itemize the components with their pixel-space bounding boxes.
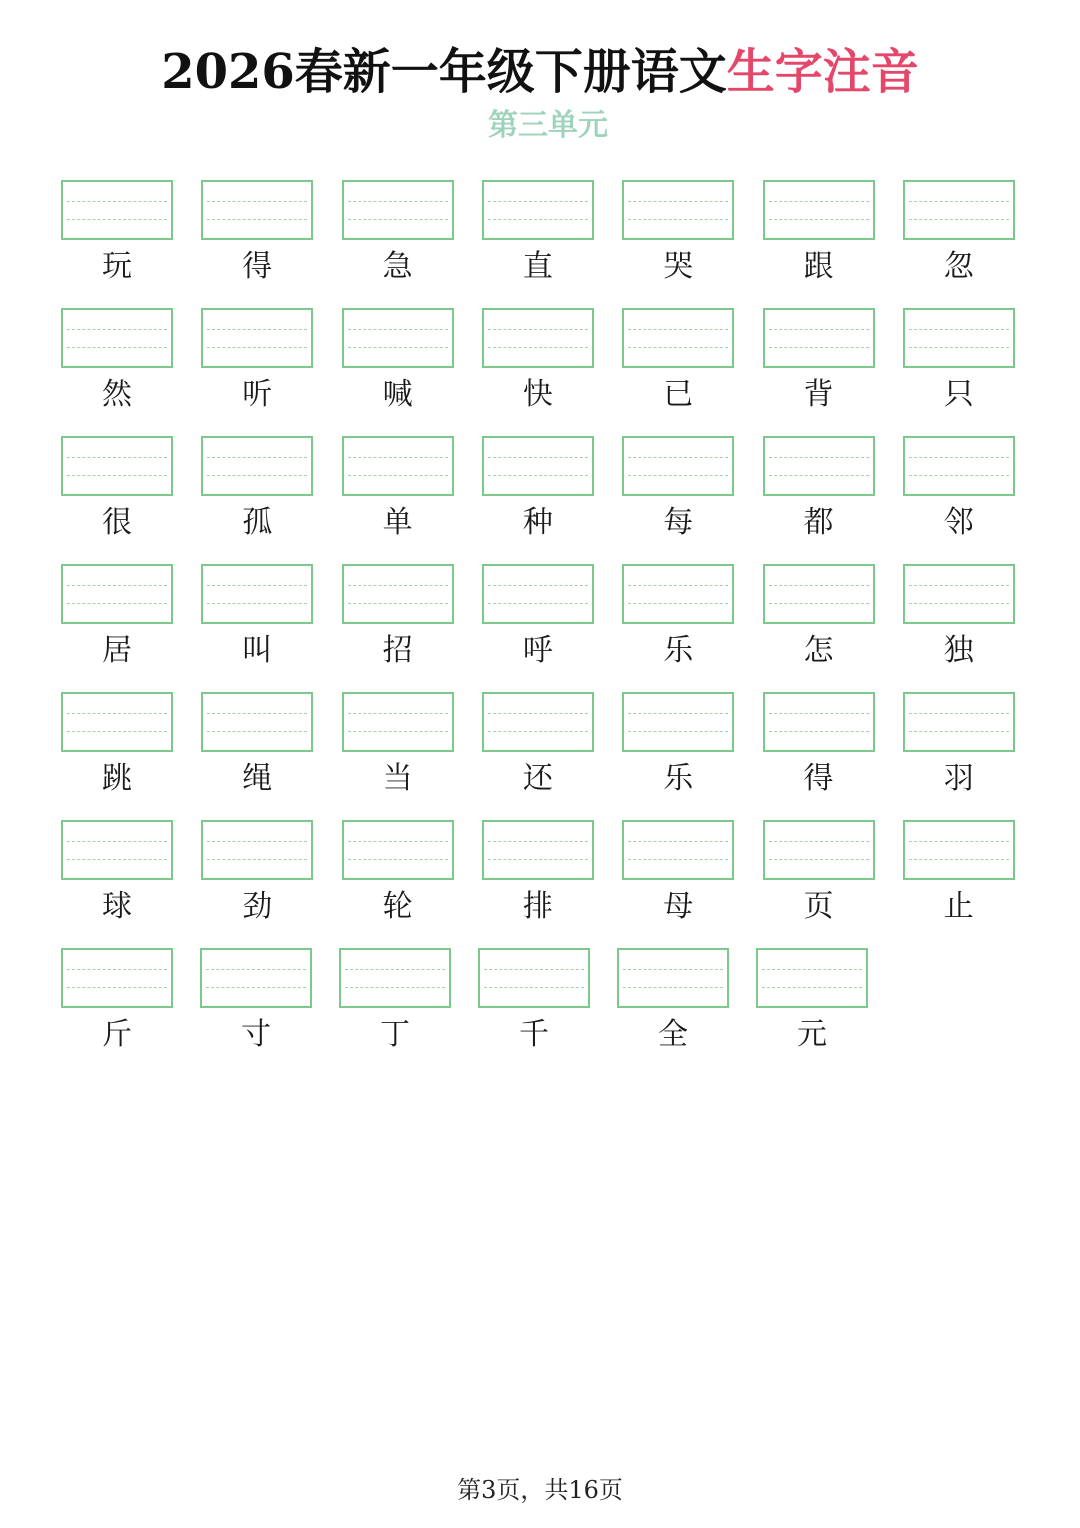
pinyin-writing-box[interactable]	[201, 180, 313, 240]
pinyin-writing-box[interactable]	[61, 436, 173, 496]
character-cell	[763, 692, 875, 802]
guide-line	[348, 859, 448, 860]
chinese-character: 乐	[663, 761, 694, 796]
guide-line	[207, 219, 307, 220]
guide-line	[348, 475, 448, 476]
character-cell	[61, 308, 173, 418]
character-cell	[201, 564, 313, 674]
chinese-character: 页	[803, 889, 834, 924]
guide-line	[488, 585, 588, 586]
guide-line	[207, 329, 307, 330]
character-cell	[201, 308, 313, 418]
character-cell	[903, 308, 1015, 418]
guide-line	[628, 713, 728, 714]
guide-line	[67, 329, 167, 330]
chinese-character: 千	[519, 1017, 549, 1052]
chinese-character: 当	[382, 761, 413, 796]
title-highlight: 生字注音	[726, 44, 919, 100]
unit-subtitle: 第三单元	[488, 108, 608, 143]
guide-line	[348, 347, 448, 348]
character-cell	[478, 948, 590, 1058]
guide-line	[207, 347, 307, 348]
character-cell	[61, 180, 173, 290]
guide-line	[769, 603, 869, 604]
pinyin-writing-box[interactable]	[763, 180, 875, 240]
character-cell	[482, 436, 594, 546]
chinese-character: 劲	[242, 889, 273, 924]
character-cell	[756, 948, 868, 1058]
chinese-character: 每	[663, 505, 694, 540]
pinyin-writing-box[interactable]	[903, 436, 1015, 496]
guide-line	[207, 713, 307, 714]
guide-line	[909, 475, 1009, 476]
pinyin-writing-box[interactable]	[763, 436, 875, 496]
guide-line	[348, 329, 448, 330]
chinese-character: 寸	[241, 1017, 271, 1052]
guide-line	[769, 859, 869, 860]
chinese-character: 背	[803, 377, 834, 412]
chinese-character: 全	[658, 1017, 688, 1052]
pinyin-writing-box[interactable]	[342, 564, 454, 624]
chinese-character: 跳	[102, 761, 132, 796]
character-cell	[482, 308, 594, 418]
chinese-character: 都	[803, 505, 834, 540]
pinyin-writing-box[interactable]	[622, 436, 734, 496]
character-cell	[342, 564, 454, 674]
pinyin-writing-box[interactable]	[61, 820, 173, 880]
guide-line	[762, 969, 862, 970]
guide-line	[67, 219, 167, 220]
chinese-character: 止	[943, 889, 974, 924]
guide-line	[67, 731, 167, 732]
character-cell	[61, 948, 173, 1058]
pinyin-writing-box[interactable]	[201, 564, 313, 624]
character-cell	[342, 436, 454, 546]
guide-line	[488, 859, 588, 860]
chinese-character: 听	[242, 377, 273, 412]
guide-line	[909, 219, 1009, 220]
character-cell	[201, 180, 313, 290]
chinese-character: 跟	[803, 249, 834, 284]
pinyin-writing-box[interactable]	[200, 948, 312, 1008]
guide-line	[488, 841, 588, 842]
pinyin-writing-box[interactable]	[622, 692, 734, 752]
guide-line	[207, 841, 307, 842]
guide-line	[628, 219, 728, 220]
guide-line	[348, 603, 448, 604]
guide-line	[769, 347, 869, 348]
pinyin-writing-box[interactable]	[763, 308, 875, 368]
chinese-character: 很	[102, 505, 132, 540]
guide-line	[909, 585, 1009, 586]
guide-line	[909, 347, 1009, 348]
guide-line	[628, 731, 728, 732]
guide-line	[207, 457, 307, 458]
character-cell	[61, 564, 173, 674]
guide-line	[628, 585, 728, 586]
chinese-character: 喊	[382, 377, 413, 412]
guide-line	[488, 347, 588, 348]
guide-line	[488, 475, 588, 476]
guide-line	[762, 987, 862, 988]
pinyin-writing-box[interactable]	[482, 692, 594, 752]
pinyin-writing-box[interactable]	[61, 948, 173, 1008]
guide-line	[67, 603, 167, 604]
title-main: 2026春新一年级下册语文	[161, 44, 727, 100]
guide-line	[67, 585, 167, 586]
guide-line	[623, 987, 723, 988]
pinyin-writing-box[interactable]	[763, 692, 875, 752]
guide-line	[769, 219, 869, 220]
guide-line	[67, 347, 167, 348]
guide-line	[628, 475, 728, 476]
pinyin-writing-box[interactable]	[342, 820, 454, 880]
chinese-character: 直	[522, 249, 553, 284]
guide-line	[206, 987, 306, 988]
chinese-character: 已	[663, 377, 694, 412]
chinese-character: 然	[102, 377, 132, 412]
guide-line	[909, 713, 1009, 714]
guide-line	[488, 201, 588, 202]
character-cell	[342, 692, 454, 802]
character-cell	[61, 820, 173, 930]
chinese-character: 玩	[102, 249, 132, 284]
pinyin-writing-box[interactable]	[61, 692, 173, 752]
pinyin-writing-box[interactable]	[903, 180, 1015, 240]
character-cell	[201, 820, 313, 930]
chinese-character: 得	[242, 249, 273, 284]
guide-line	[769, 841, 869, 842]
character-cell	[61, 692, 173, 802]
page-number: 第3页，共16页	[457, 1476, 623, 1504]
guide-line	[67, 841, 167, 842]
chinese-character: 呼	[522, 633, 553, 668]
guide-line	[206, 969, 306, 970]
chinese-character: 元	[797, 1017, 827, 1052]
guide-line	[628, 859, 728, 860]
guide-line	[909, 603, 1009, 604]
character-cell	[61, 436, 173, 546]
character-cell	[201, 692, 313, 802]
character-cell	[482, 180, 594, 290]
pinyin-writing-box[interactable]	[201, 308, 313, 368]
guide-line	[207, 201, 307, 202]
character-cell	[763, 436, 875, 546]
guide-line	[628, 603, 728, 604]
guide-line	[348, 201, 448, 202]
chinese-character: 乐	[663, 633, 694, 668]
chinese-character: 排	[522, 889, 553, 924]
guide-line	[67, 475, 167, 476]
guide-line	[348, 457, 448, 458]
chinese-character: 招	[382, 633, 413, 668]
pinyin-writing-box[interactable]	[903, 692, 1015, 752]
character-cell	[903, 564, 1015, 674]
character-cell	[903, 820, 1015, 930]
guide-line	[345, 969, 445, 970]
guide-line	[909, 329, 1009, 330]
pinyin-writing-box[interactable]	[763, 564, 875, 624]
guide-line	[345, 987, 445, 988]
character-cell	[617, 948, 729, 1058]
guide-line	[488, 731, 588, 732]
character-cell	[200, 948, 312, 1058]
guide-line	[484, 987, 584, 988]
chinese-character: 急	[382, 249, 413, 284]
pinyin-writing-box[interactable]	[903, 564, 1015, 624]
guide-line	[628, 201, 728, 202]
guide-line	[628, 841, 728, 842]
character-cell	[342, 820, 454, 930]
chinese-character: 母	[663, 889, 694, 924]
guide-line	[488, 457, 588, 458]
character-cell	[622, 820, 734, 930]
guide-line	[348, 219, 448, 220]
guide-line	[207, 603, 307, 604]
character-cell	[763, 308, 875, 418]
guide-line	[348, 585, 448, 586]
character-cell	[763, 820, 875, 930]
chinese-character: 独	[943, 633, 974, 668]
guide-line	[488, 219, 588, 220]
character-cell	[903, 180, 1015, 290]
pinyin-writing-box[interactable]	[61, 564, 173, 624]
pinyin-writing-box[interactable]	[342, 692, 454, 752]
pinyin-writing-box[interactable]	[903, 308, 1015, 368]
guide-line	[67, 201, 167, 202]
character-cell	[763, 564, 875, 674]
guide-line	[348, 713, 448, 714]
chinese-character: 种	[522, 505, 553, 540]
guide-line	[67, 969, 167, 970]
chinese-character: 快	[522, 377, 553, 412]
pinyin-writing-box[interactable]	[482, 180, 594, 240]
guide-line	[67, 713, 167, 714]
pinyin-writing-box[interactable]	[482, 308, 594, 368]
guide-line	[488, 713, 588, 714]
chinese-character: 羽	[943, 761, 974, 796]
guide-line	[769, 585, 869, 586]
chinese-character: 只	[943, 377, 974, 412]
guide-line	[67, 859, 167, 860]
pinyin-writing-box[interactable]	[622, 308, 734, 368]
chinese-character: 丁	[380, 1017, 410, 1052]
guide-line	[769, 731, 869, 732]
guide-line	[623, 969, 723, 970]
character-cell	[763, 180, 875, 290]
pinyin-writing-box[interactable]	[342, 180, 454, 240]
pinyin-writing-box[interactable]	[61, 180, 173, 240]
chinese-character: 还	[522, 761, 553, 796]
character-cell	[622, 564, 734, 674]
chinese-character: 哭	[663, 249, 694, 284]
chinese-character: 居	[102, 633, 132, 668]
guide-line	[348, 731, 448, 732]
character-cell	[342, 308, 454, 418]
pinyin-writing-box[interactable]	[339, 948, 451, 1008]
chinese-character: 怎	[803, 633, 834, 668]
guide-line	[488, 603, 588, 604]
pinyin-writing-box[interactable]	[342, 436, 454, 496]
character-cell	[622, 436, 734, 546]
guide-line	[909, 457, 1009, 458]
guide-line	[628, 347, 728, 348]
pinyin-writing-box[interactable]	[482, 820, 594, 880]
guide-line	[628, 329, 728, 330]
guide-line	[207, 731, 307, 732]
guide-line	[484, 969, 584, 970]
chinese-character: 球	[102, 889, 132, 924]
guide-line	[67, 457, 167, 458]
guide-line	[769, 457, 869, 458]
chinese-character: 孤	[242, 505, 273, 540]
pinyin-writing-box[interactable]	[61, 308, 173, 368]
character-cell	[622, 308, 734, 418]
character-cell	[482, 692, 594, 802]
guide-line	[769, 475, 869, 476]
guide-line	[769, 329, 869, 330]
guide-line	[348, 841, 448, 842]
chinese-character: 忽	[943, 249, 974, 284]
guide-line	[909, 731, 1009, 732]
pinyin-writing-box[interactable]	[201, 692, 313, 752]
pinyin-writing-box[interactable]	[903, 820, 1015, 880]
pinyin-writing-box[interactable]	[622, 180, 734, 240]
guide-line	[628, 457, 728, 458]
guide-line	[909, 841, 1009, 842]
pinyin-writing-box[interactable]	[622, 820, 734, 880]
character-cell	[201, 436, 313, 546]
chinese-character: 得	[803, 761, 834, 796]
guide-line	[909, 859, 1009, 860]
pinyin-writing-box[interactable]	[763, 820, 875, 880]
pinyin-writing-box[interactable]	[622, 564, 734, 624]
chinese-character: 邻	[943, 505, 974, 540]
guide-line	[769, 713, 869, 714]
character-cell	[622, 180, 734, 290]
guide-line	[207, 859, 307, 860]
pinyin-writing-box[interactable]	[201, 436, 313, 496]
character-cell	[903, 436, 1015, 546]
chinese-character: 叫	[242, 633, 273, 668]
guide-line	[488, 329, 588, 330]
character-cell	[482, 820, 594, 930]
character-cell	[342, 180, 454, 290]
guide-line	[207, 475, 307, 476]
chinese-character: 斤	[102, 1017, 132, 1052]
guide-line	[207, 585, 307, 586]
pinyin-writing-box[interactable]	[342, 308, 454, 368]
chinese-character: 轮	[382, 889, 413, 924]
pinyin-writing-box[interactable]	[201, 820, 313, 880]
pinyin-writing-box[interactable]	[478, 948, 590, 1008]
character-cell	[339, 948, 451, 1058]
character-cell	[903, 692, 1015, 802]
pinyin-writing-box[interactable]	[756, 948, 868, 1008]
character-cell	[622, 692, 734, 802]
pinyin-writing-box[interactable]	[482, 436, 594, 496]
guide-line	[769, 201, 869, 202]
pinyin-writing-box[interactable]	[482, 564, 594, 624]
character-cell	[482, 564, 594, 674]
chinese-character: 绳	[242, 761, 273, 796]
guide-line	[67, 987, 167, 988]
guide-line	[909, 201, 1009, 202]
page-title	[0, 40, 1080, 104]
pinyin-writing-box[interactable]	[617, 948, 729, 1008]
chinese-character: 单	[382, 505, 413, 540]
